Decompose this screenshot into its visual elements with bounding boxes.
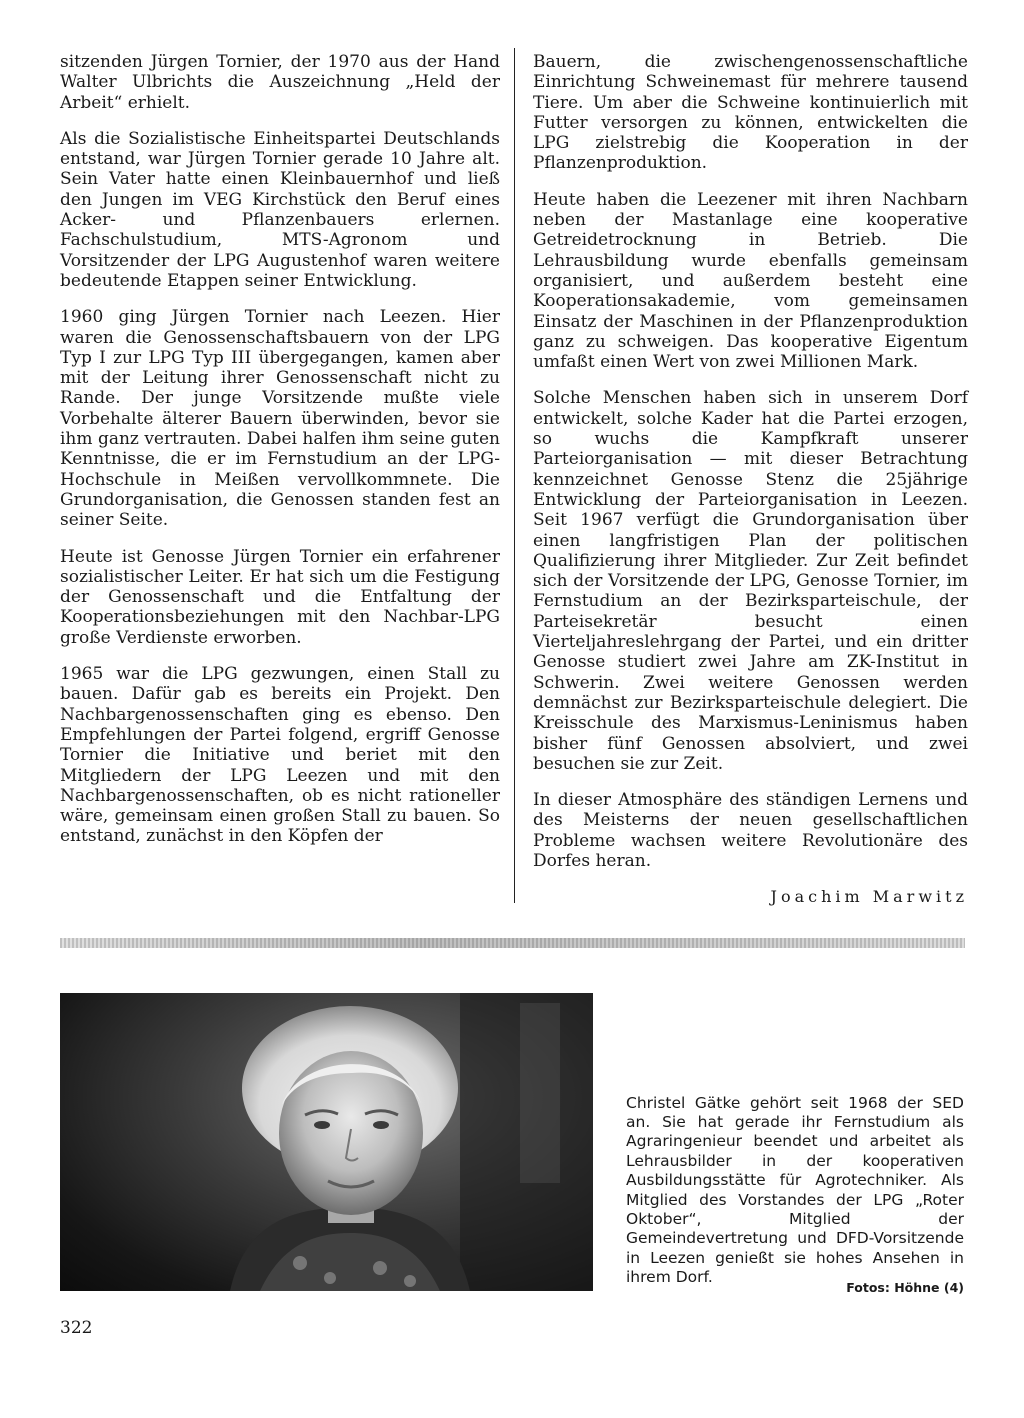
right-paragraph-4: In dieser Atmosphäre des ständigen Lernens und des Meisterns der neuen gesellschaftlichen Probleme wachsen weitere Revolutionäre des Dorfes heran.: [533, 790, 968, 871]
portrait-photo: [60, 993, 593, 1291]
author-byline: Joachim Marwitz: [770, 887, 968, 907]
left-paragraph-5: 1965 war die LPG gezwungen, einen Stall zu bauen. Dafür gab es bereits ein Projekt. Den Nachbargenossenschaften ging es ebenso. Den Empfehlungen der Partei folgend, ergriff Genosse Tornier die Initiative und beriet mit den Mitgliedern der LPG Leezen und mit den Nachbargenossenschaften, ob es nicht rationeller wäre, gemeinsam einen großen Stall zu bauen. So entstand, zunächst in den Köpfen der: [60, 664, 500, 847]
left-paragraph-4: Heute ist Genosse Jürgen Tornier ein erfahrener sozialistischer Leiter. Er hat sich um die Festigung der Genossenschaft und die Entfaltung der Kooperationsbeziehungen mit den Nachbar-LPG große Verdienste erworben.: [60, 546, 500, 648]
page-number: 322: [60, 1318, 93, 1338]
column-divider: [514, 48, 515, 903]
left-paragraph-2: Als die Sozialistische Einheitspartei Deutschlands entstand, war Jürgen Tornier gerade 10 Jahre alt. Sein Vater hatte einen Kleinbauernhof und ließ den Jungen im VEG Kirchstück den Beruf eines Acker- und Pflanzenbauers erlernen. Fachschulstudium, MTS-Agronom und Vorsitzender der LPG Augustenhof waren weitere bedeutende Etappen seiner Entwicklung.: [60, 128, 500, 291]
photo-caption: Christel Gätke gehört seit 1968 der SED an. Sie hat gerade ihr Fernstudium als Agraringenieur beendet und arbeitet als Lehrausbilder in der kooperativen Ausbildungsstätte für Agrotechniker. Als Mitglied des Vorstandes der LPG „Roter Oktober“, Mitglied der Gemeindevertretung und DFD-Vorsitzende in Leezen genießt sie hohes Ansehen in ihrem Dorf.: [626, 1093, 964, 1287]
right-column: [533, 52, 968, 908]
right-paragraph-1: Bauern, die zwischengenossenschaftliche Einrichtung Schweinemast für mehrere tausend Tiere. Um aber die Schweine kontinuierlich mit Futter versorgen zu können, entwickelten die LPG zielstrebig die Kooperation in der Pflanzenproduktion.: [533, 52, 968, 174]
right-paragraph-2: Heute haben die Leezener mit ihren Nachbarn neben der Mastanlage eine kooperative Getreidetrocknung in Betrieb. Die Lehrausbildung wurde ebenfalls gemeinsam organisiert, und außerdem besteht eine Kooperationsakademie, vom gemeinsamen Einsatz der Maschinen in der Pflanzenproduktion ganz zu schweigen. Das kooperative Eigentum umfaßt einen Wert von zwei Millionen Mark.: [533, 189, 968, 373]
right-paragraph-3: Solche Menschen haben sich in unserem Dorf entwickelt, solche Kader hat die Partei erzogen, so wuchs die Kampfkraft unserer Parteiorganisation — mit dieser Betrachtung kennzeichnet Genosse Stenz die 25jährige Entwicklung der Parteiorganisation in Leezen. Seit 1967 verfügt die Grundorganisation über einen langfristigen Plan der politischen Qualifizierung ihrer Mitglieder. Zur Zeit befindet sich der Vorsitzende der LPG, Genosse Tornier, im Fernstudium an der Bezirksparteischule, der Parteisekretär besucht einen Vierteljahreslehrgang der Partei, und ein dritter Genosse studiert zwei Jahre am ZK-Institut in Schwerin. Zwei weitere Genossen werden demnächst zur Bezirksparteischule delegiert. Die Kreisschule des Marxismus-Leninismus haben bisher fünf Genossen absolviert, und zwei besuchen sie zur Zeit.: [533, 388, 968, 774]
left-paragraph-1: sitzenden Jürgen Tornier, der 1970 aus der Hand Walter Ulbrichts die Auszeichnung „Held der Arbeit“ erhielt.: [60, 52, 500, 113]
photo-credit: Fotos: Höhne (4): [846, 1280, 964, 1295]
left-paragraph-3: 1960 ging Jürgen Tornier nach Leezen. Hier waren die Genossenschaftsbauern von der LPG Typ I zur LPG Typ III übergegangen, kamen aber mit der Leitung ihrer Genossenschaft nicht zu Rande. Der junge Vorsitzende mußte viele Vorbehalte älterer Bauern überwinden, bevor sie ihm ganz vertrauten. Dabei halfen ihm seine guten Kenntnisse, die er im Fernstudium an der LPG-Hochschule in Meißen vervollkommnete. Die Grundorganisation, die Genossen standen fest an seiner Seite.: [60, 307, 500, 531]
left-column: [60, 52, 500, 847]
separator-band: [60, 938, 965, 948]
